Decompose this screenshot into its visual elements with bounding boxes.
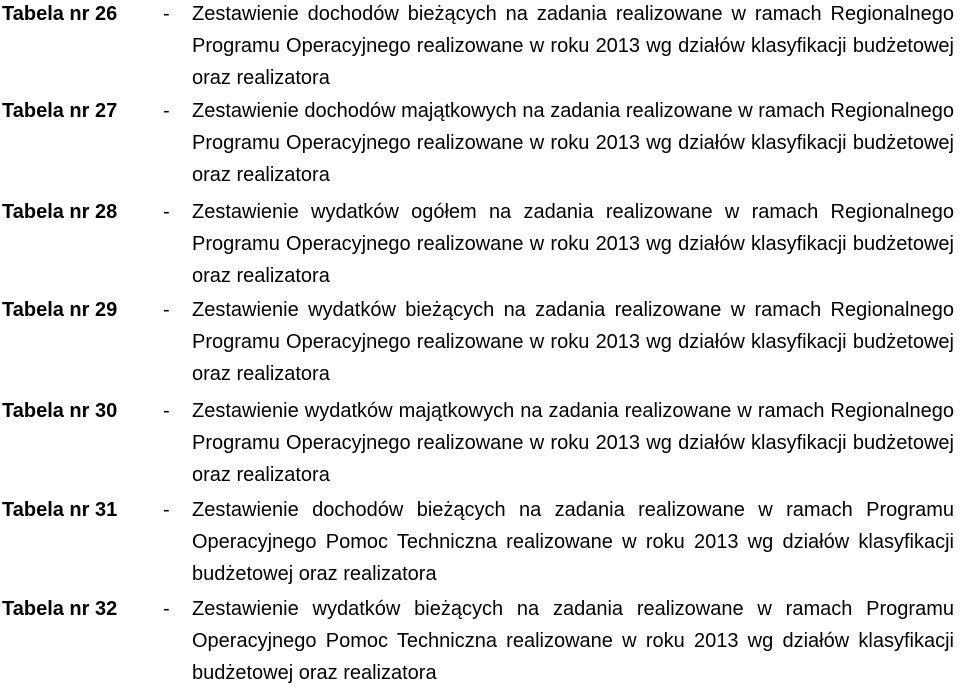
separator-dash: - [163,201,170,223]
table-number-label: Tabela nr 28 [2,201,118,223]
table-description: Zestawienie dochodów majątkowych na zadania realizowane w ramach Regionalnego Programu Operacyjnego realizowane w roku 2013 wg działów klasyfikacji budżetowej oraz realizatora [192,100,954,186]
table-description: Zestawienie wydatków bieżących na zadania realizowane w ramach Regionalnego Programu Operacyjnego realizowane w roku 2013 wg działów klasyfikacji budżetowej oraz realizatora [192,299,954,385]
separator-dash: - [163,499,170,521]
separator-dash: - [163,598,170,620]
table-number-label: Tabela nr 29 [2,299,118,321]
separator-dash: - [163,299,170,321]
table-description: Zestawienie dochodów bieżących na zadania realizowane w ramach Regionalnego Programu Operacyjnego realizowane w roku 2013 wg działów klasyfikacji budżetowej oraz realizatora [192,3,954,89]
table-list-entry-26 [0,0,960,88]
table-description: Zestawienie wydatków bieżących na zadania realizowane w ramach Programu Operacyjnego Pomoc Techniczna realizowane w roku 2013 wg działów klasyfikacji budżetowej oraz realizatora [192,598,954,684]
separator-dash: - [163,400,170,422]
table-list-entry-27 [0,95,960,185]
table-number-label: Tabela nr 30 [2,400,118,422]
table-number-label: Tabela nr 26 [2,3,118,25]
table-number-label: Tabela nr 31 [2,499,118,521]
table-list-entry-32 [0,593,960,683]
table-list-entry-28 [0,196,960,286]
table-description: Zestawienie wydatków majątkowych na zadania realizowane w ramach Regionalnego Programu Operacyjnego realizowane w roku 2013 wg działów klasyfikacji budżetowej oraz realizatora [192,400,954,486]
table-list-entry-31 [0,494,960,584]
separator-dash: - [163,100,170,122]
table-description: Zestawienie dochodów bieżących na zadania realizowane w ramach Programu Operacyjnego Pomoc Techniczna realizowane w roku 2013 wg działów klasyfikacji budżetowej oraz realizatora [192,499,954,585]
table-number-label: Tabela nr 32 [2,598,118,620]
table-number-label: Tabela nr 27 [2,100,118,122]
table-list-entry-29 [0,294,960,384]
table-list-entry-30 [0,395,960,485]
separator-dash: - [163,3,170,25]
table-description: Zestawienie wydatków ogółem na zadania realizowane w ramach Regionalnego Programu Operacyjnego realizowane w roku 2013 wg działów klasyfikacji budżetowej oraz realizatora [192,201,954,287]
